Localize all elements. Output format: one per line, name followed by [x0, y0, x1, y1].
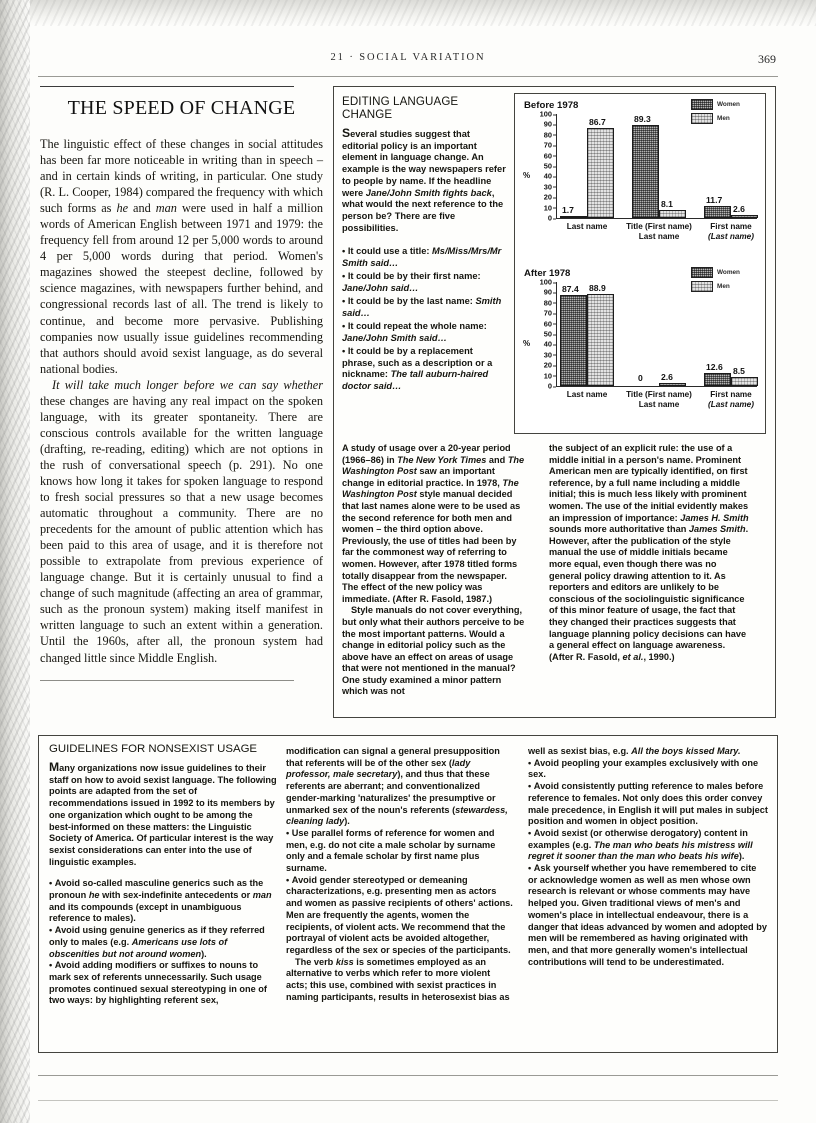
list-item: • Avoid sexist (or otherwise derogatory) content in examples (e.g. The man who beats his mistress will regret it sooner than the man who beats his wife). [528, 828, 768, 863]
bar-men [587, 294, 614, 386]
guidelines-panel-title: GUIDELINES FOR NONSEXIST USAGE [49, 743, 258, 755]
legend-label: Men [717, 283, 730, 290]
legend-label: Women [717, 269, 740, 276]
guidelines-bullets-3 [528, 758, 768, 969]
bar-women [704, 206, 731, 218]
bar-men [731, 215, 758, 218]
guidelines-column-2 [286, 746, 514, 1003]
list-item: • It could repeat the whole name: Jane/John Smith said… [342, 321, 508, 344]
list-item: • Avoid so-called masculine generics such as the pronoun he with sex-indefinite antecedents or man and its compounds (except in unambiguous reference to males). [49, 878, 277, 925]
list-item: • It could be by their first name: Jane/John said… [342, 271, 508, 294]
x-axis-category-label: Last name [566, 390, 608, 399]
caption-paragraph: A study of usage over a 20-year period (1966–86) in The New York Times and The Washington Post saw an important change in editorial practice. In 1978, The Washington Post style manual decided that last names alone were to be used as the second reference for both men and women – the third option above. Previously, the use of titles had been by far the commonest way of referring to women. However, after 1978 titled forms totally disappear from the newspaper. The effect of the new policy was immediate. (After R. Fasold, 1987.) [342, 443, 525, 604]
y-axis-unit-label: % [523, 339, 531, 348]
running-head [40, 52, 776, 68]
guidelines-runon-2: modification can signal a general presupposition that referents will be of the other sex (lady professor, male secretary), and thus that these referents are aberrant; and conventionalized gender-marking 'naturalizes' the presumptive or unmarked sex of the noun's referents (stewardess, cleaning lady). [286, 746, 508, 827]
bar-men [731, 377, 758, 386]
y-axis-tick-label: 80 [543, 130, 552, 140]
footer-divider-secondary [38, 1100, 778, 1101]
chapter-title: 21 · SOCIAL VARIATION [330, 52, 486, 63]
bar-value-label: 86.7 [589, 116, 606, 127]
chart-before-1978 [515, 96, 767, 264]
list-item: • It could be by a replacement phrase, such as a description or a nickname: The tall auburn-haired doctor said… [342, 346, 508, 393]
article-top-rule [40, 86, 294, 87]
list-item: • Avoid consistently putting reference to males before reference to females. Not only does this order convey male precedence, in English it will put males in subject position and women in object position. [528, 781, 768, 828]
chart-plot-area [515, 109, 767, 241]
y-axis-tick-label: 50 [543, 161, 552, 171]
article-column [40, 86, 323, 681]
bar-men [659, 210, 686, 218]
article-paragraph-1: The linguistic effect of these changes in social attitudes has been far more noticeable in writing than in speech – and in certain kinds of writing, in particular. One study (R. L. Cooper, 1984) compared the frequency with which such forms as he and man were used in half a million words of American English between 1971 and 1979: the frequency fell from around 12 per 5,000 words to around 4 per 5,000 words during that period. Women's magazines showed the steepest decline, followed by science magazines, with newspapers further behind, and congressional records last of all. The trend is likely to continue, and become more pervasive. Publishing companies now usually issue guidelines recommending that authors should avoid sexist language, as do several national bodies. [40, 137, 323, 376]
y-axis-ticks [533, 109, 555, 223]
x-axis-category-label: First name (Last name) [708, 390, 754, 409]
dropcap-s: S [342, 126, 351, 140]
bar-women [560, 295, 587, 386]
caption-column-1 [342, 443, 525, 698]
legend-entry-women [691, 99, 761, 110]
scan-edge-left [0, 0, 30, 1123]
bar-value-label: 2.6 [733, 204, 745, 215]
bar-group [704, 114, 758, 218]
guidelines-tail-2: The verb kiss is sometimes employed as an alternative to verbs which refer to more violent acts; this use, combined with sexist practices in naming participants, results in heterosexist bias as [286, 956, 510, 1002]
bar-group [560, 114, 614, 218]
bar-value-label: 11.7 [706, 194, 723, 205]
list-item: • Avoid adding modifiers or suffixes to nouns to mark sex of referents unnecessarily. Such usage promotes continued sexual stereotyping in one of two ways: by highlighting referent sex, [49, 960, 277, 1007]
legend-swatch-women-icon [691, 99, 713, 110]
bar-men [659, 383, 686, 386]
bar-value-label: 8.5 [733, 366, 745, 377]
y-axis-tick-label: 0 [547, 213, 552, 223]
list-item: • It could use a title: Ms/Miss/Mrs/Mr Smith said… [342, 246, 508, 269]
chart-title: After 1978 [524, 268, 571, 279]
guidelines-intro-text: any organizations now issue guidelines to their staff on how to avoid sexist language. The following points are adapted from the set of recommendations issued in 1992 to its members by one organization which ought to be among the best-informed on these matters: the Linguistic Society of America. Of particular interest is the way sexist considerations can enter into the use of linguistic examples. [49, 763, 277, 867]
list-item: • Avoid peopling your examples exclusively with one sex. [528, 758, 768, 781]
y-axis-tick-label: 20 [543, 360, 552, 370]
y-axis-tick-label: 100 [539, 109, 552, 119]
page-number: 369 [758, 52, 776, 66]
y-axis-ticks [533, 277, 555, 391]
guidelines-bullets-2 [286, 828, 514, 957]
bar-group [704, 282, 758, 386]
bar-women [632, 125, 659, 218]
y-axis-tick-label: 70 [543, 308, 552, 318]
list-item: • Avoid gender stereotyped or demeaning characterizations, e.g. presenting men as actors and women as passive recipients of others' actions. Men are frequently the agents, women the recipients, of violent acts. We recommend that the portrayal of violent acts be avoided altogether, regardless of the sex or species of the participants. [286, 875, 514, 957]
bar-value-label: 2.6 [661, 372, 673, 383]
x-axis-category-label: First name (Last name) [708, 222, 754, 241]
bar-value-label: 0 [638, 373, 643, 383]
editing-panel-left-column [342, 95, 508, 394]
y-axis-tick-label: 60 [543, 151, 552, 161]
guidelines-bullets-1 [49, 878, 277, 1007]
legend-label: Women [717, 101, 740, 108]
y-axis-tick-label: 100 [539, 277, 552, 287]
bar-value-label: 12.6 [706, 361, 723, 372]
list-item: • Avoid using genuine generics as if they referred only to males (e.g. Americans use lots of obscenities but not around women). [49, 925, 277, 960]
y-axis-tick-label: 10 [543, 371, 552, 381]
chart-title: Before 1978 [524, 100, 579, 111]
y-axis-tick-label: 90 [543, 119, 552, 129]
editing-panel-intro [342, 128, 508, 234]
x-axis-line [556, 218, 757, 219]
chart-bars [556, 114, 757, 218]
guidelines-runon-3: well as sexist bias, e.g. All the boys kissed Mary. [528, 746, 741, 756]
bar-women [560, 216, 587, 218]
footer-divider [38, 1075, 778, 1076]
y-axis-tick-label: 30 [543, 350, 552, 360]
list-item: • Ask yourself whether you have remembered to cite or acknowledge women as well as men whose own research is relevant or whose comments may have helped you. Given traditional views of men's and women's place in intellectual endeavour, there is a danger that ideas advanced by women and adopted by men will be remembered as having originated with men, and that more generally women's intellectual contributions will tend to be underestimated. [528, 863, 768, 968]
editing-panel-intro-text: everal studies suggest that editorial policy is an important element in language change. An example is the way newspapers refer to people by name. If the headline were Jane/John Smith fights back, what would the next reference to the person be? There are five possibilities. [342, 129, 506, 233]
editing-panel-bullet-list [342, 246, 508, 392]
guidelines-column-1 [49, 762, 277, 1007]
caption-paragraph: Style manuals do not cover everything, but only what their authors perceive to be the most important patterns. Would a change in editorial policy such as the above have an effect on areas of usage that were not mentioned in the manual? One study examined a minor pattern which was not [342, 605, 525, 697]
y-axis-tick-label: 80 [543, 298, 552, 308]
y-axis-tick-label: 40 [543, 339, 552, 349]
chart-bars [556, 282, 757, 386]
y-axis-tick-label: 60 [543, 319, 552, 329]
list-item: • It could be by the last name: Smith said… [342, 296, 508, 319]
bar-group [632, 282, 686, 386]
article-paragraph-2: It will take much longer before we can say whether these changes are having any real impact on the spoken language, with its greater spontaneity. There are conscious controls available for the written language (drafting, re-reading, editing) which are not options in the rush of conversational speech (p. 291). No one knows how long it takes for spoken language to respond to fresh social pressures so that a new usage becomes automatic throughout a community. There are no precedents for the amount of public attention which has been paid to this area of usage, and it is therefore not possible to extrapolate from previous experience of language change. But it is certainly unusual to find a change of such magnitude (affecting an area of grammar, such as the pronoun system) making itself manifest in written language to such an extent within a generation. Until the 1960s, after all, the pronoun system had changed little since Middle English. [40, 377, 323, 665]
bar-men [587, 128, 614, 218]
legend-entry-women [691, 267, 761, 278]
editing-panel-title: EDITING LANGUAGE CHANGE [342, 95, 459, 121]
legend-swatch-women-icon [691, 267, 713, 278]
editing-language-change-panel [333, 86, 776, 718]
bar-value-label: 88.9 [589, 282, 606, 293]
bar-value-label: 89.3 [634, 114, 651, 125]
caption-column-2 [549, 443, 749, 663]
bar-group [632, 114, 686, 218]
header-divider [38, 76, 778, 77]
guidelines-intro [49, 762, 277, 868]
y-axis-tick-label: 0 [547, 381, 552, 391]
legend-label: Men [717, 115, 730, 122]
bar-group [560, 282, 614, 386]
charts-container [514, 93, 766, 434]
scan-edge-top [0, 0, 816, 26]
guidelines-column-3 [528, 746, 768, 968]
bar-value-label: 87.4 [562, 284, 579, 295]
list-item: • Use parallel forms of reference for women and men, e.g. do not cite a male scholar by surname only and a female scholar by first name plus surname. [286, 828, 514, 875]
y-axis-tick-label: 20 [543, 192, 552, 202]
y-axis-tick-label: 50 [543, 329, 552, 339]
x-axis-category-label: Title (First name) Last name [626, 222, 692, 241]
y-axis-tick-label: 70 [543, 140, 552, 150]
bar-value-label: 8.1 [661, 198, 673, 209]
guidelines-panel [38, 735, 778, 1053]
dropcap-m: M [49, 760, 60, 774]
chart-after-1978 [515, 264, 767, 432]
chart-plot-area [515, 277, 767, 409]
x-axis-category-label: Last name [566, 222, 608, 231]
bar-women [704, 373, 731, 386]
x-axis-category-label: Title (First name) Last name [626, 390, 692, 409]
y-axis-tick-label: 90 [543, 287, 552, 297]
bar-value-label: 1.7 [562, 205, 574, 215]
x-axis-line [556, 386, 757, 387]
y-axis-tick-label: 30 [543, 182, 552, 192]
page-title: THE SPEED OF CHANGE [67, 97, 296, 119]
article-bottom-rule [40, 680, 294, 681]
y-axis-tick-label: 40 [543, 171, 552, 181]
y-axis-tick-label: 10 [543, 203, 552, 213]
y-axis-unit-label: % [523, 171, 531, 180]
caption-paragraph: the subject of an explicit rule: the use of a middle initial in a person's name. Prominent American men are typically identified, on first reference, by a full name including a middle initial; this is much less likely with prominent women. The use of the initial evidently makes an impression of importance: James H. Smith sounds more authoritative than James Smith. However, after the publication of the style manual the use of middle initials became more equal, even though there was no general policy drawing attention to it. As reporters and editors are unlikely to be conscious of the sociolinguistic significance of this minor feature of usage, the fact that they changed their practices suggests that language planning policy decisions can have a general effect on language awareness. (After R. Fasold, et al., 1990.) [549, 443, 749, 662]
